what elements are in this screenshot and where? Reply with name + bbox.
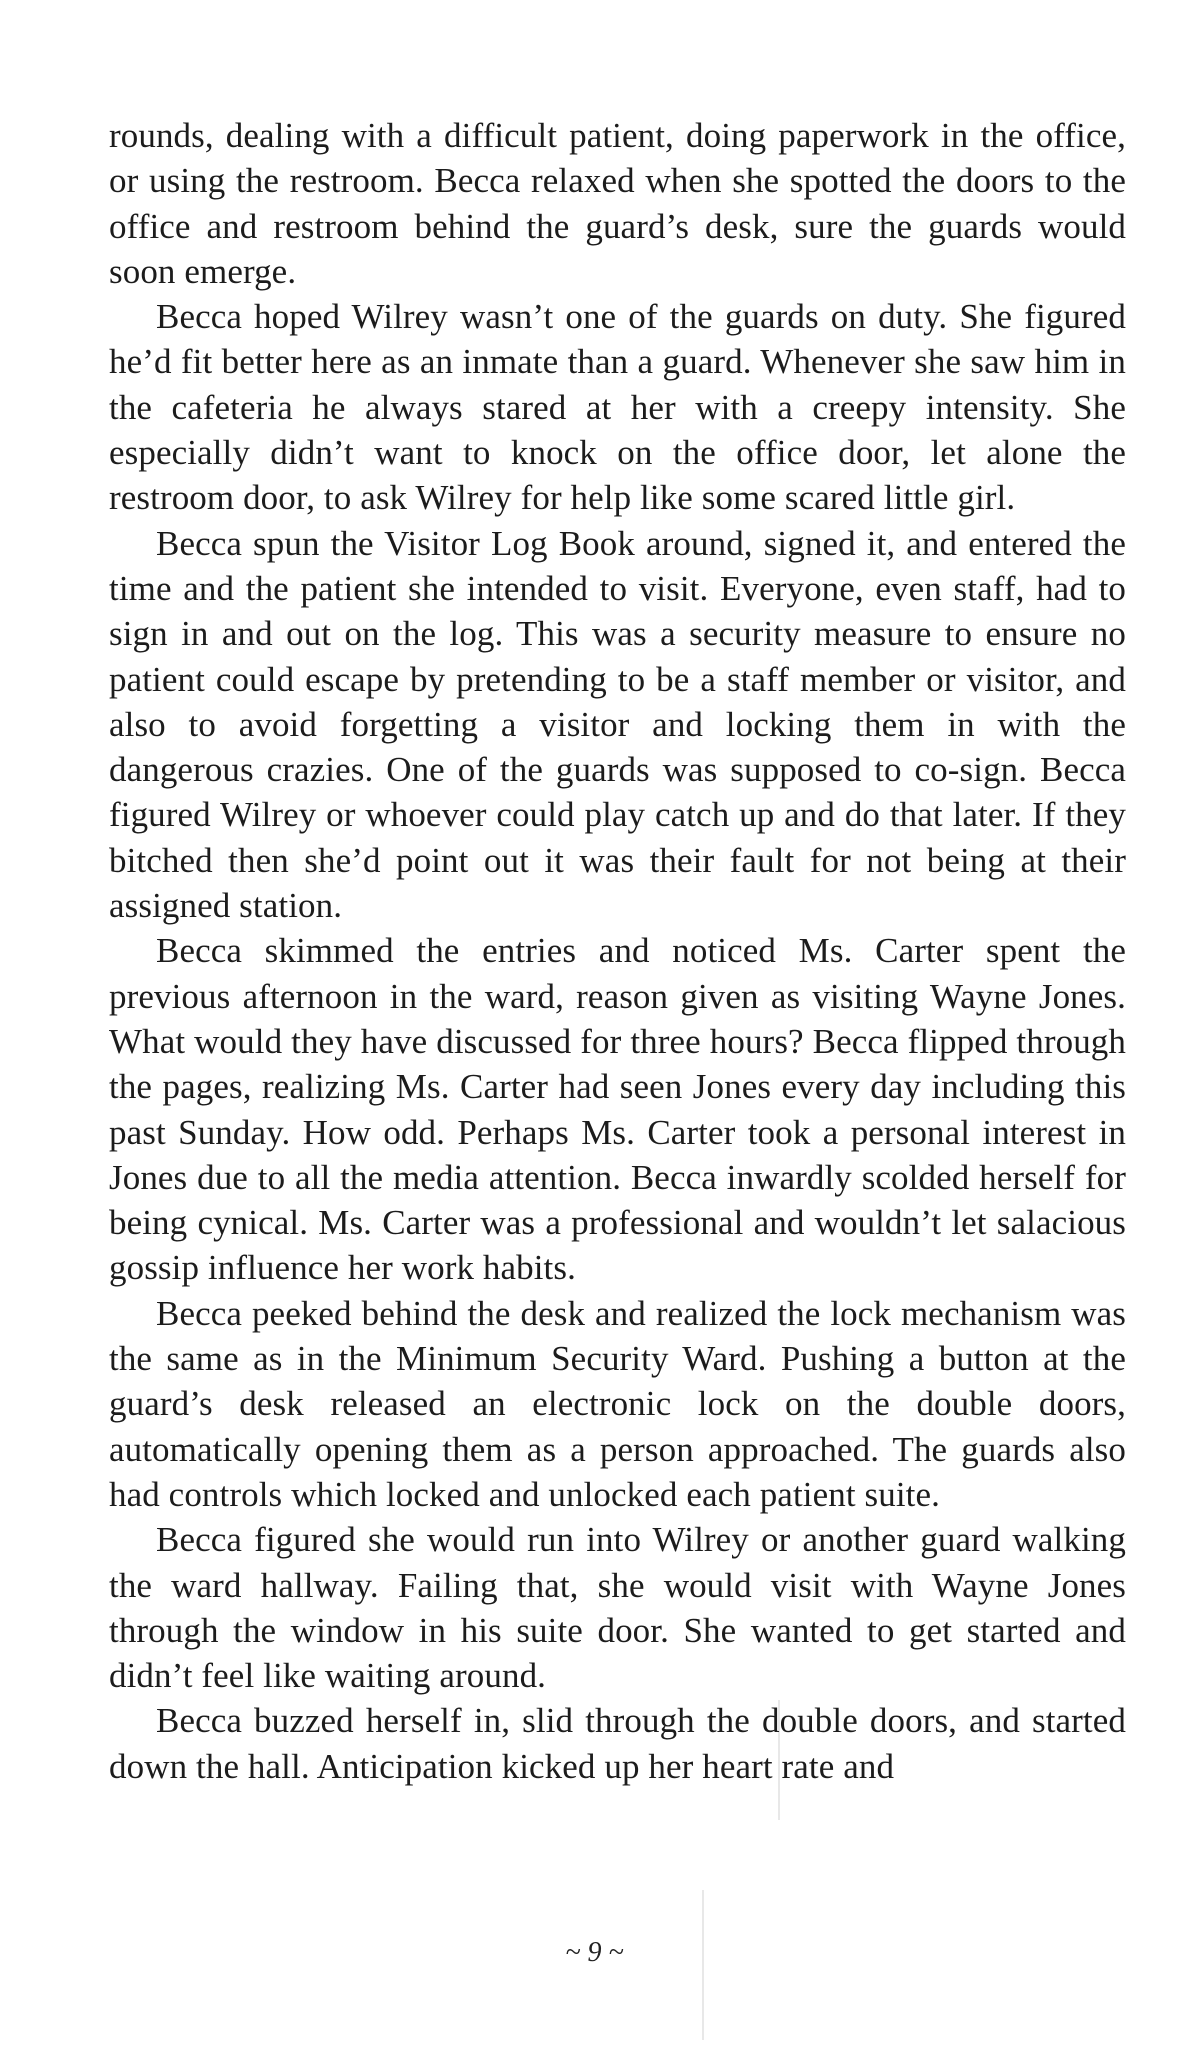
paragraph: Becca spun the Visitor Log Book around, signed it, and entered the time and the patient she intended to visit. Everyone, even staff, had to sign in and out on the log. This was a security measure to ensure no patient could escape by pretending to be a staff member or visitor, and also to avoid forgetting a visitor and locking them in with the dangerous crazies. One of the guards was supposed to co-sign. Becca figured Wilrey or whoever could play catch up and do that later. If they bitched then she’d point out it was their fault for not being at their assigned station. (109, 523, 1126, 926)
paragraph: Becca skimmed the entries and noticed Ms. Carter spent the previous afternoon in the ward, reason given as visiting Wayne Jones. What would they have discussed for three hours? Becca flipped through the pages, realizing Ms. Carter had seen Jones every day including this past Sunday. How odd. Perhaps Ms. Carter took a personal interest in Jones due to all the media attention. Becca inwardly scolded herself for being cynical. Ms. Carter was a professional and wouldn’t let salacious gossip influence her work habits. (109, 931, 1126, 1288)
paragraph: Becca buzzed herself in, slid through the double doors, and started down the hall. Anticipation kicked up her heart rate and (109, 1701, 1126, 1786)
paragraph: Becca peeked behind the desk and realized the lock mechanism was the same as in the Minimum Security Ward. Pushing a button at the guard’s desk released an electronic lock on the double doors, automatically opening them as a person approached. The guards also had controls which locked and unlocked each patient suite. (109, 1293, 1126, 1514)
paragraph: Becca figured she would run into Wilrey or another guard walking the ward hallway. Failing that, she would visit with Wayne Jones through the window in his suite door. She wanted to get started and didn’t feel like waiting around. (109, 1520, 1126, 1696)
page-number: ~ 9 ~ (565, 1937, 624, 1968)
paragraph: rounds, dealing with a difficult patient, doing paperwork in the office, or using the restroom. Becca relaxed when she spotted the doors to the office and restroom behind the guard’s desk, sure the guards would soon emerge. (109, 116, 1126, 291)
body-text (109, 113, 1126, 1789)
paragraph: Becca hoped Wilrey wasn’t one of the guards on duty. She figured he’d fit better here as an inmate than a guard. Whenever she saw him in the cafeteria he always stared at her with a creepy intensity. She especially didn’t want to knock on the office door, let alone the restroom door, to ask Wilrey for help like some scared little girl. (109, 297, 1126, 518)
